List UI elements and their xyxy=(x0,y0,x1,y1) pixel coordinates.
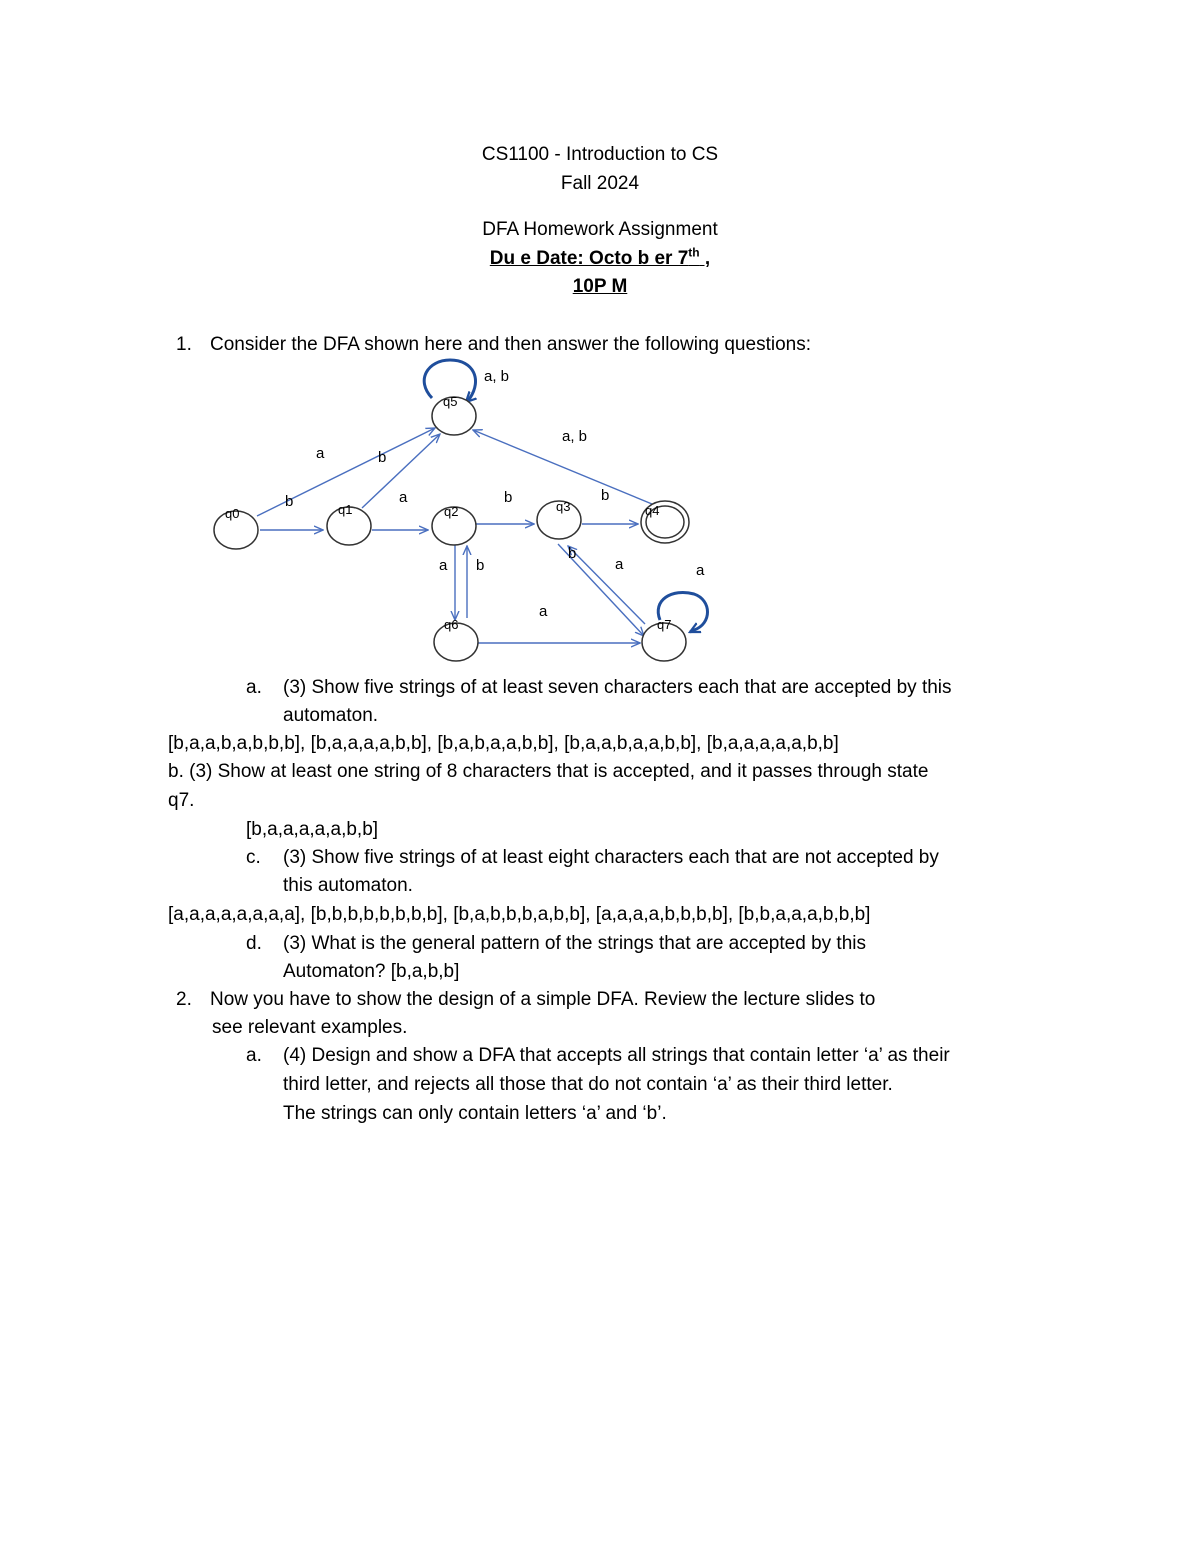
q1c-line1: (3) Show five strings of at least eight characters each that are not accepted by xyxy=(283,847,939,868)
due-date-label: Du e Date: Octo b er 7 xyxy=(489,248,689,269)
label-q5-loop: a, b xyxy=(484,368,510,385)
due-time: 10P M xyxy=(572,276,628,297)
dfa-diagram xyxy=(0,0,1200,700)
q2a-line2: third letter, and rejects all those that do not contain ‘a’ as their third letter. xyxy=(283,1074,893,1095)
label-q1-q2: a xyxy=(399,489,408,506)
due-date-tail: , xyxy=(699,248,711,269)
q1c-line2: this automaton. xyxy=(283,875,413,896)
q1-number: 1. xyxy=(176,334,192,355)
label-q0-q1: b xyxy=(285,493,294,510)
state-label-q0: q0 xyxy=(225,506,240,521)
label-q7-q3: b xyxy=(568,545,577,562)
label-q3-q4: b xyxy=(601,487,610,504)
q2-line1: Now you have to show the design of a simple DFA. Review the lecture slides to xyxy=(210,989,876,1010)
label-q1-q5: b xyxy=(378,449,387,466)
assignment-title: DFA Homework Assignment xyxy=(482,219,718,240)
state-label-q5: q5 xyxy=(443,394,458,409)
label-q3-q7: a xyxy=(615,556,624,573)
state-label-q6: q6 xyxy=(444,617,459,632)
state-label-q2: q2 xyxy=(444,504,459,519)
q1a-line1: (3) Show five strings of at least seven characters each that are accepted by this xyxy=(283,677,952,698)
q2a-line3: The strings can only contain letters ‘a’ and ‘b’. xyxy=(283,1103,667,1124)
q2-line2: see relevant examples. xyxy=(212,1017,408,1038)
state-label-q4: q4 xyxy=(645,503,660,518)
q1d-line2: Automaton? [b,a,b,b] xyxy=(283,961,460,982)
q1b-line1: b. (3) Show at least one string of 8 characters that is accepted, and it passes through state xyxy=(168,761,929,782)
q2a-marker: a. xyxy=(246,1045,262,1066)
q1a-answer: [b,a,a,b,a,b,b,b], [b,a,a,a,a,b,b], [b,a,b,a,a,b,b], [b,a,a,b,a,a,b,b], [b,a,a,a,a,a,b,b] xyxy=(168,733,839,754)
term: Fall 2024 xyxy=(560,173,640,194)
edge-q7-q3 xyxy=(568,546,645,624)
q1d-line1: (3) What is the general pattern of the strings that are accepted by this xyxy=(283,933,866,954)
q2a-line1: (4) Design and show a DFA that accepts all strings that contain letter ‘a’ as their xyxy=(283,1045,950,1066)
due-date-suffix: th xyxy=(688,245,700,260)
label-q7-loop: a xyxy=(696,562,705,579)
label-q6-q2: b xyxy=(476,557,485,574)
label-q6-q7: a xyxy=(539,603,548,620)
state-label-q3: q3 xyxy=(556,499,571,514)
q1d-marker: d. xyxy=(246,933,262,954)
label-q2-q3: b xyxy=(504,489,513,506)
state-label-q1: q1 xyxy=(338,502,353,517)
q1b-answer: [b,a,a,a,a,a,b,b] xyxy=(246,819,379,840)
label-q4-q5: a, b xyxy=(562,428,588,445)
q1a-line2: automaton. xyxy=(283,705,379,726)
q1b-line2: q7. xyxy=(168,790,195,811)
state-label-q7: q7 xyxy=(657,617,672,632)
q2-number: 2. xyxy=(176,989,192,1010)
q1c-marker: c. xyxy=(246,847,261,868)
q1-prompt: Consider the DFA shown here and then answer the following questions: xyxy=(210,334,811,355)
label-q0-q5: a xyxy=(316,445,325,462)
q1a-marker: a. xyxy=(246,677,262,698)
course-title: CS1100 - Introduction to CS xyxy=(481,144,719,165)
q1c-answer: [a,a,a,a,a,a,a,a], [b,b,b,b,b,b,b,b], [b,a,b,b,b,a,b,b], [a,a,a,a,b,b,b,b], [b,b,a,a,a,b,b,b] xyxy=(168,904,871,925)
label-q2-q6: a xyxy=(439,557,448,574)
